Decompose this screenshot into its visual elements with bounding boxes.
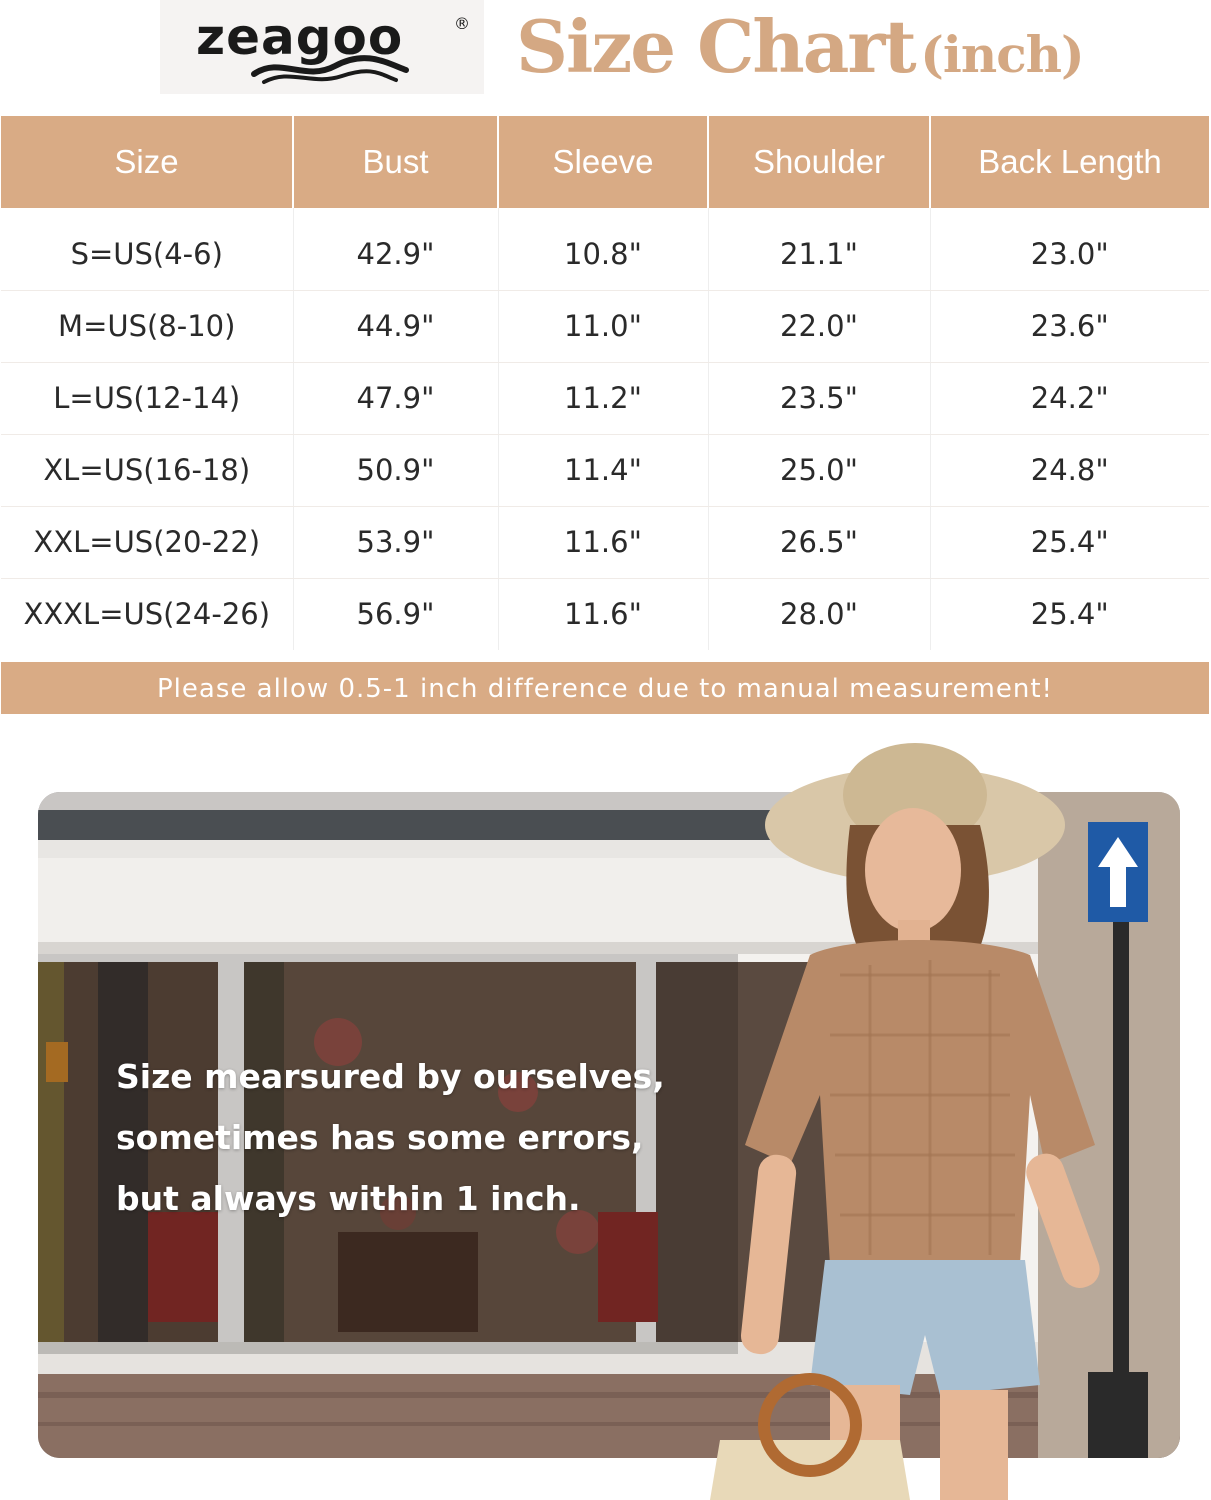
cell-back-length: 24.8" [930, 434, 1209, 506]
cell-bust: 56.9" [293, 578, 498, 650]
cell-bust: 53.9" [293, 506, 498, 578]
table-row [1, 362, 1209, 434]
cell-shoulder: 26.5" [708, 506, 930, 578]
model-figure [700, 735, 1120, 1500]
cell-sleeve: 11.4" [498, 434, 708, 506]
title-unit: (inch) [920, 25, 1084, 84]
cell-back-length: 25.4" [930, 506, 1209, 578]
table-row [1, 290, 1209, 362]
table-row [1, 506, 1209, 578]
table-header-row [1, 116, 1209, 208]
column-header-size: Size [1, 116, 293, 208]
cell-bust: 50.9" [293, 434, 498, 506]
cell-shoulder: 21.1" [708, 208, 930, 290]
cell-size: L=US(12-14) [1, 362, 293, 434]
cell-shoulder: 25.0" [708, 434, 930, 506]
table-row [1, 208, 1209, 290]
cell-shoulder: 22.0" [708, 290, 930, 362]
measurement-note: Please allow 0.5-1 inch difference due to manual measurement! [1, 662, 1209, 714]
size-table [1, 116, 1209, 650]
cell-shoulder: 28.0" [708, 578, 930, 650]
registered-mark: ® [454, 14, 470, 33]
column-header-sleeve: Sleeve [498, 116, 708, 208]
cell-shoulder: 23.5" [708, 362, 930, 434]
cell-bust: 44.9" [293, 290, 498, 362]
column-header-shoulder: Shoulder [708, 116, 930, 208]
photo-caption [116, 1046, 676, 1229]
wave-icon [250, 52, 410, 86]
cell-bust: 42.9" [293, 208, 498, 290]
table-row [1, 578, 1209, 650]
column-header-bust: Bust [293, 116, 498, 208]
cell-sleeve: 10.8" [498, 208, 708, 290]
cell-back-length: 23.0" [930, 208, 1209, 290]
brand-name: zeagoo [196, 8, 404, 66]
cell-size: XXXL=US(24-26) [1, 578, 293, 650]
cell-back-length: 25.4" [1030, 597, 1109, 632]
cell-sleeve: 11.6" [498, 506, 708, 578]
cell-size: XL=US(16-18) [1, 434, 293, 506]
title-text: Size Chart [516, 4, 915, 89]
cell-sleeve: 11.6" [498, 578, 708, 650]
cell-sleeve: 11.0" [498, 290, 708, 362]
cell-back-length: 23.6" [930, 290, 1209, 362]
cell-size: S=US(4-6) [1, 208, 293, 290]
cell-size: M=US(8-10) [1, 290, 293, 362]
cell-bust: 47.9" [293, 362, 498, 434]
cell-back-length: 24.2" [930, 362, 1209, 434]
caption-line: but always within 1 inch. [116, 1179, 581, 1218]
brand-logo [160, 0, 484, 94]
caption-line: Size mearsured by ourselves, [116, 1057, 665, 1096]
page-title [516, 0, 1084, 94]
column-header-back-length: Back Length [930, 116, 1209, 208]
cell-size: XXL=US(20-22) [1, 506, 293, 578]
cell-sleeve: 11.2" [498, 362, 708, 434]
caption-line: sometimes has some errors, [116, 1118, 644, 1157]
table-row [1, 434, 1209, 506]
